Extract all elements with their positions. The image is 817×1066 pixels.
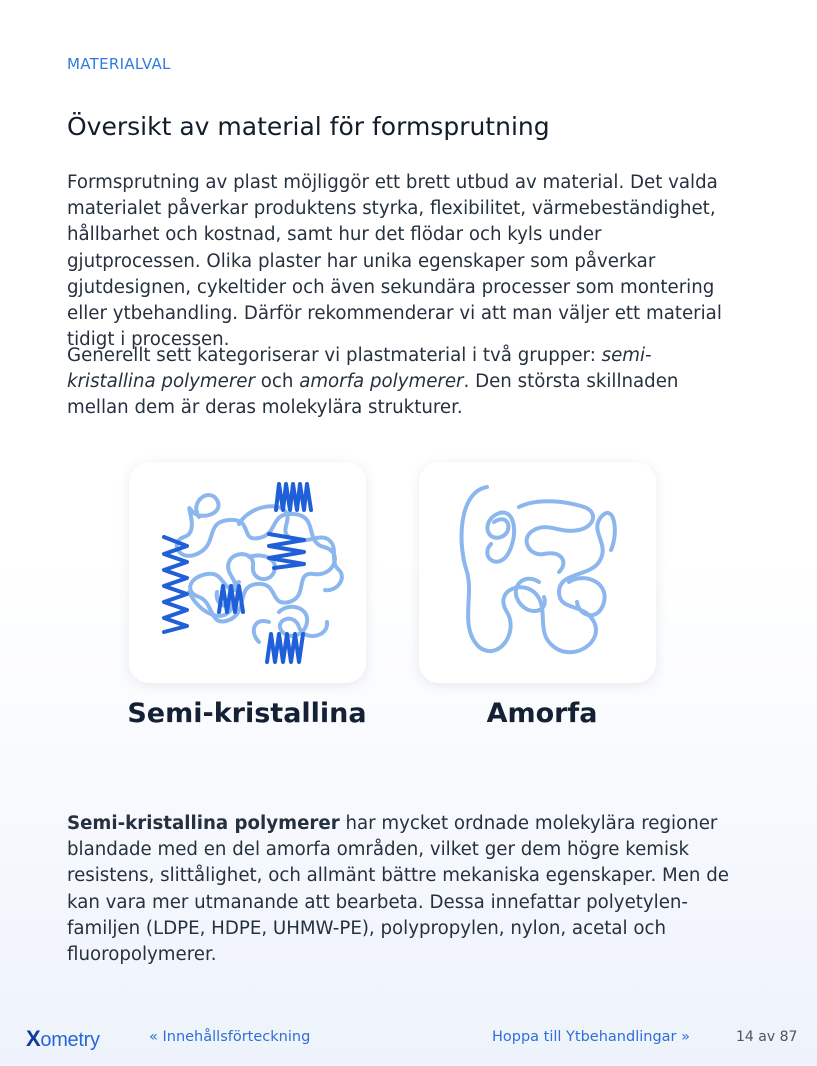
page-title: Översikt av material för formsprutning bbox=[67, 112, 550, 141]
logo-x-mark: X bbox=[26, 1026, 41, 1051]
amorphous-card bbox=[419, 462, 656, 683]
page-number: 14 av 87 bbox=[736, 1029, 798, 1045]
amorphous-term: amorfa polymerer bbox=[299, 371, 464, 393]
semi-crystalline-term: semi-kristallina polymerer bbox=[67, 345, 652, 393]
categories-text-mid: och bbox=[254, 371, 300, 393]
amorphous-polymer-icon bbox=[419, 462, 656, 683]
footer bbox=[0, 1020, 817, 1054]
semi-crystalline-description bbox=[67, 811, 737, 968]
semi-crystalline-lead: Semi-kristallina polymerer bbox=[67, 813, 340, 834]
xometry-logo[interactable] bbox=[26, 1026, 100, 1052]
toc-link[interactable]: « Innehållsförteckning bbox=[149, 1029, 311, 1045]
semi-crystalline-text: har mycket ordnade molekylära regioner blandade med en del amorfa områden, vilket ger dem högre kemisk resistens, slittålighet, och allmänt bättre mekaniska egenskaper. Men de kan vara mer utmanande att bearbeta. Dessa innefattar polyetylen-familjen (LDPE, HDPE, UHMW-PE), polypropylen, nylon, acetal och fluoropolymerer. bbox=[67, 813, 729, 966]
categories-text-start: Generellt sett kategoriserar vi plastmaterial i två grupper: bbox=[67, 345, 602, 366]
categories-text-end: . Den största skillnaden mellan dem är deras molekylära strukturer. bbox=[67, 371, 679, 419]
categories-paragraph bbox=[67, 343, 737, 422]
intro-paragraph: Formsprutning av plast möjliggör ett brett utbud av material. Det valda materialet påverkar produktens styrka, flexibilitet, värmebeständighet, hållbarhet och kostnad, samt hur det flödar och kyls under gjutprocessen. Olika plaster har unika egenskaper som påverkar gjutdesignen, cykeltider och även sekundära processer som montering eller ytbehandling. Därför rekommenderar vi att man väljer ett material tidigt i processen. bbox=[67, 172, 722, 351]
semi-crystalline-card bbox=[129, 462, 366, 683]
logo-wordmark: ometry bbox=[40, 1029, 100, 1051]
section-label: MATERIALVAL bbox=[67, 55, 171, 73]
semi-crystalline-caption: Semi-kristallina bbox=[127, 698, 367, 729]
amorphous-caption: Amorfa bbox=[486, 698, 598, 729]
next-section-link[interactable]: Hoppa till Ytbehandlingar » bbox=[492, 1029, 690, 1045]
semi-crystalline-polymer-icon bbox=[129, 462, 366, 683]
